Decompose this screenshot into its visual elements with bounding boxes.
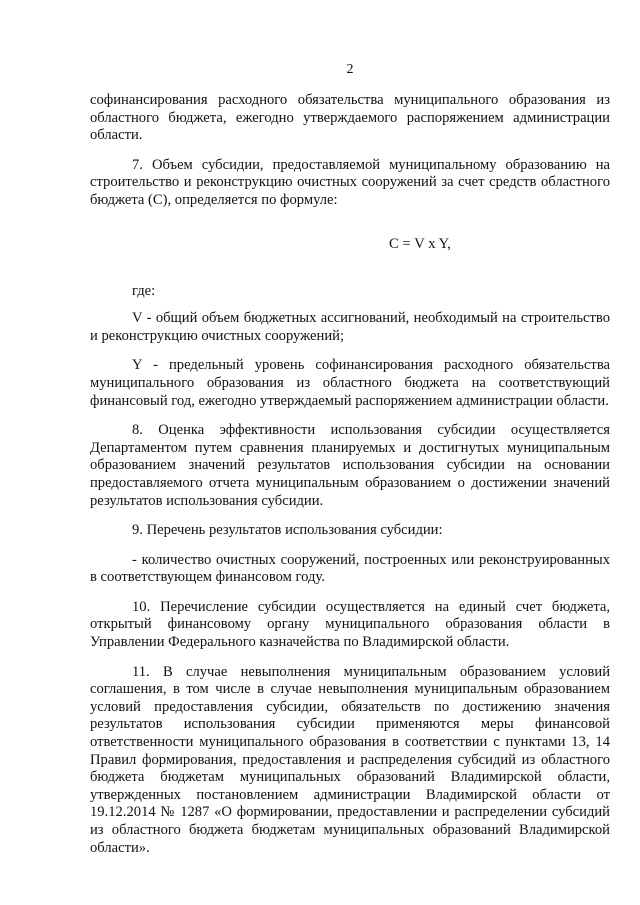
paragraph-11: 11. В случае невыполнения муниципальным образованием условий соглашения, в том числе в случае невыполнения муниципальным образованием условий предоставления субсидии, обязательств по достижению значения результатов использования субсидии применяются меры финансовой ответственности муниципального образования в соответствии с пунктами 13, 14 Правил формирования, предоставления и распределения субсидий из областного бюджета бюджетам муниципальных образований Владимирской области, утвержденных постановлением администрации Владимирской области от 19.12.2014 № 1287 «О формировании, предоставлении и распределении субсидий из областного бюджета бюджетам муниципальных образований Владимирской области». <box>90 663 610 856</box>
paragraph-continuation: софинансирования расходного обязательства муниципального образования из областного бюджета, ежегодно утверждаемого распоряжением администрации области. <box>90 92 610 144</box>
paragraph-9: 9. Перечень результатов использования субсидии: <box>132 522 443 539</box>
y-definition: Y - предельный уровень софинансирования расходного обязательства муниципального образования из областного бюджета на соответствующий финансовый год, ежегодно утверждаемый распоряжением администрации области. <box>90 357 610 409</box>
paragraph-9-list-item: - количество очистных сооружений, построенных или реконструированных в соответствующем финансовом году. <box>90 551 610 586</box>
paragraph-10: 10. Перечисление субсидии осуществляется на единый счет бюджета, открытый финансовому органу муниципального образования области в Управлении Федерального казначейства по Владимирской области. <box>90 598 610 651</box>
paragraph-7: 7. Объем субсидии, предоставляемой муниципальному образованию на строительство и реконструкцию очистных сооружений за счет средств областного бюджета (С), определяется по формуле: <box>90 156 610 208</box>
where-label: где: <box>132 282 156 299</box>
v-definition: V - общий объем бюджетных ассигнований, необходимый на строительство и реконструкцию очистных сооружений; <box>90 310 610 344</box>
page-number: 2 <box>346 62 354 77</box>
formula: С = V x Y, <box>389 235 451 252</box>
paragraph-8: 8. Оценка эффективности использования субсидии осуществляется Департаментом путем сравнения планируемых и достигнутых муниципальным образованием значений результатов использования субсидии на основании предоставляемого отчета муниципальным образованием о достижении значений результатов использования субсидии. <box>90 422 610 509</box>
